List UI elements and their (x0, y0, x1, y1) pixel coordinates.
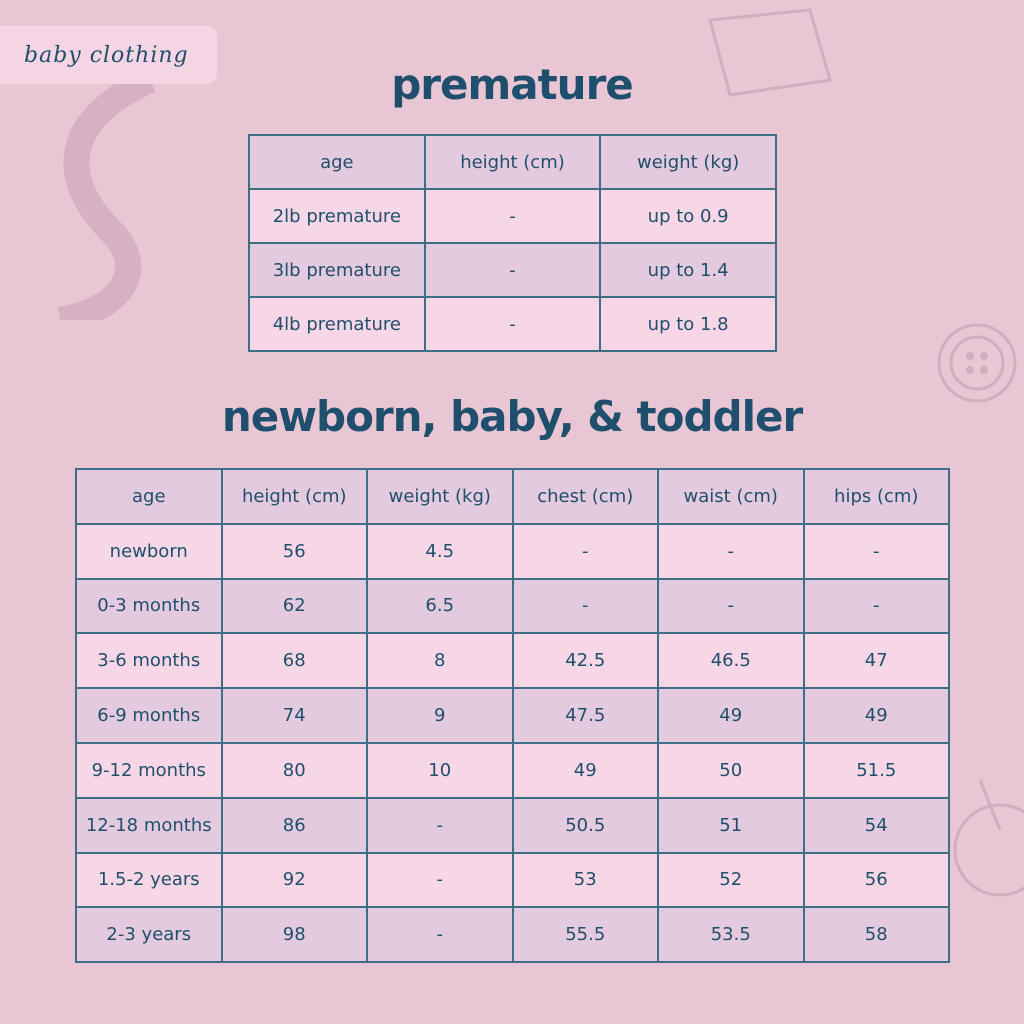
cell: - (425, 189, 601, 243)
cell: 49 (513, 743, 659, 798)
cell: 55.5 (513, 907, 659, 962)
header-weight: weight (kg) (367, 469, 513, 524)
cell: - (658, 524, 804, 579)
cell: 54 (804, 798, 950, 853)
table-row (76, 524, 949, 579)
cell: - (425, 243, 601, 297)
table-row (249, 243, 776, 297)
cell: 49 (658, 688, 804, 743)
header-waist: waist (cm) (658, 469, 804, 524)
cell: 86 (222, 798, 368, 853)
cell: 3lb premature (249, 243, 425, 297)
table-header-row (76, 469, 949, 524)
header-hips: hips (cm) (804, 469, 950, 524)
cell: 51.5 (804, 743, 950, 798)
header-age: age (249, 135, 425, 189)
cell: 4.5 (367, 524, 513, 579)
table-row (76, 798, 949, 853)
cell: 8 (367, 633, 513, 688)
yarn-ball-icon (940, 760, 1024, 920)
table-row (76, 688, 949, 743)
cell: 46.5 (658, 633, 804, 688)
header-height: height (cm) (425, 135, 601, 189)
table-row (249, 189, 776, 243)
cell: up to 1.8 (600, 297, 776, 351)
cell: 42.5 (513, 633, 659, 688)
cell: 74 (222, 688, 368, 743)
cell: 1.5-2 years (76, 853, 222, 908)
premature-title: premature (391, 60, 633, 109)
premature-size-table (248, 134, 777, 352)
table-header-row (249, 135, 776, 189)
cell: - (513, 524, 659, 579)
cell: - (513, 579, 659, 634)
cell: 6.5 (367, 579, 513, 634)
cell: 9-12 months (76, 743, 222, 798)
cell: 47 (804, 633, 950, 688)
cell: 0-3 months (76, 579, 222, 634)
cell: 52 (658, 853, 804, 908)
cell: 50.5 (513, 798, 659, 853)
cell: - (804, 524, 950, 579)
cell: 49 (804, 688, 950, 743)
header-height: height (cm) (222, 469, 368, 524)
cell: 62 (222, 579, 368, 634)
table-row (249, 297, 776, 351)
header-weight: weight (kg) (600, 135, 776, 189)
category-tag: baby clothing (0, 26, 217, 84)
cell: - (658, 579, 804, 634)
cell: 6-9 months (76, 688, 222, 743)
cell: 10 (367, 743, 513, 798)
cell: 98 (222, 907, 368, 962)
cell: 53 (513, 853, 659, 908)
cell: 80 (222, 743, 368, 798)
cell: up to 1.4 (600, 243, 776, 297)
cell: 56 (804, 853, 950, 908)
cell: 2lb premature (249, 189, 425, 243)
table-row (76, 633, 949, 688)
cell: - (367, 853, 513, 908)
cell: 56 (222, 524, 368, 579)
baby-toddler-title: newborn, baby, & toddler (221, 392, 803, 441)
cell: 2-3 years (76, 907, 222, 962)
cell: 92 (222, 853, 368, 908)
cell: 53.5 (658, 907, 804, 962)
cell: - (804, 579, 950, 634)
cell: up to 0.9 (600, 189, 776, 243)
table-row (76, 579, 949, 634)
cell: 51 (658, 798, 804, 853)
cell: - (425, 297, 601, 351)
table-row (76, 907, 949, 962)
cell: newborn (76, 524, 222, 579)
cell: 50 (658, 743, 804, 798)
baby-toddler-size-table (75, 468, 950, 963)
cell: 9 (367, 688, 513, 743)
table-row (76, 743, 949, 798)
cell: 4lb premature (249, 297, 425, 351)
cell: 12-18 months (76, 798, 222, 853)
cell: - (367, 907, 513, 962)
cell: 68 (222, 633, 368, 688)
cell: 58 (804, 907, 950, 962)
header-chest: chest (cm) (513, 469, 659, 524)
cell: 47.5 (513, 688, 659, 743)
cell: - (367, 798, 513, 853)
header-age: age (76, 469, 222, 524)
table-row (76, 853, 949, 908)
cell: 3-6 months (76, 633, 222, 688)
